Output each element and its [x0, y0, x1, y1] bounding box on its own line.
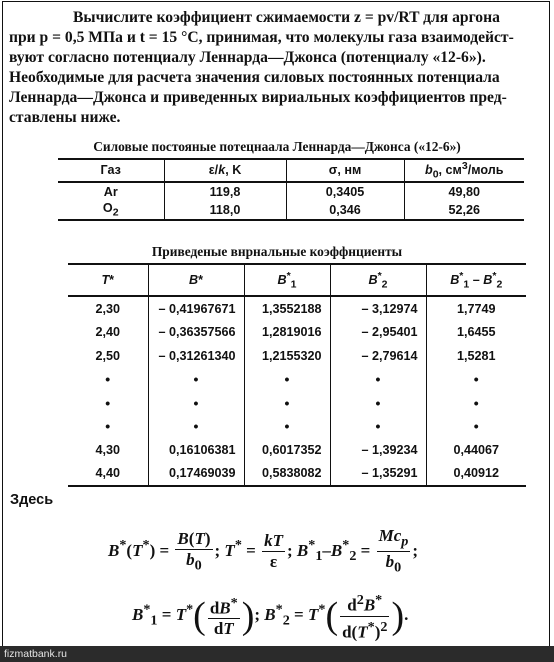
problem-line-6: ставлены ниже. — [9, 109, 121, 126]
t2-cell: • — [244, 391, 330, 415]
t2-cell: 1,2155320 — [244, 344, 330, 368]
t2-cell: – 1,39234 — [330, 438, 426, 462]
table-row — [68, 344, 526, 368]
table2-title: Приведеные внрнальные коэффнциенты — [151, 244, 403, 259]
t2-cell: 0,16106381 — [148, 438, 244, 462]
t1-cell: 118,0 — [164, 201, 286, 220]
table-row — [68, 415, 526, 439]
t2-cell: • — [105, 418, 111, 435]
zdes-label: Здесь — [10, 492, 54, 508]
t2-cell: • — [105, 371, 111, 388]
t1-cell: 52,26 — [404, 201, 524, 220]
t1-cell: 119,8 — [164, 182, 286, 201]
problem-line-4: Необходимые для расчета значения силовых постоянных потенциала — [9, 69, 500, 86]
lj-constants-table — [58, 158, 524, 221]
t2-cell: 2,40 — [95, 325, 120, 340]
t2-cell: 1,5281 — [426, 344, 526, 368]
t2-cell: – 0,36357566 — [148, 321, 244, 345]
problem-line-2: при p = 0,5 МПа и t = 15 °C, принимая, что молекулы газа взаимодейст- — [9, 29, 514, 46]
t2-header-tstar: T* — [68, 264, 148, 296]
t2-cell: 0,40912 — [426, 462, 526, 487]
problem-text — [9, 8, 539, 128]
watermark: fizmatbank.ru — [0, 646, 554, 662]
t2-cell: • — [244, 368, 330, 392]
formula-line-2: $B^*_1 = T^*$( $\frac{dB^*}{dT}$ ); $B^*_2 = T^*$( $\frac{d^2B^*}{d(T^*)^2}$ ). — [132, 592, 409, 642]
t2-cell: 0,44067 — [426, 438, 526, 462]
t2-cell: • — [426, 415, 526, 439]
t2-cell: 4,40 — [68, 462, 148, 487]
table-row — [68, 321, 526, 345]
table-row — [68, 391, 526, 415]
t2-cell: 0,6017352 — [244, 438, 330, 462]
t2-cell: • — [148, 391, 244, 415]
t2-cell: • — [148, 368, 244, 392]
t2-cell: • — [148, 415, 244, 439]
t2-header-b2star: $B^*_2$ — [330, 264, 426, 296]
table-row — [58, 201, 524, 220]
t2-cell: 4,30 — [95, 442, 120, 457]
t1-header-b0: $b_0$, $см^3$/моль — [404, 159, 524, 182]
t2-cell: – 2,95401 — [330, 321, 426, 345]
t2-cell: • — [426, 368, 526, 392]
t2-cell: – 0,31261340 — [148, 344, 244, 368]
table-row — [68, 462, 526, 487]
table1-title: Силовые постояные потецнаала Леннарда—Джонса («12-6») — [93, 139, 461, 154]
t2-cell: 2,50 — [95, 348, 120, 363]
t2-cell: 1,3552188 — [244, 296, 330, 321]
formula-line-1: B*(T*) = $\frac{B(T)}{b_0}$ ; T* = $\frac{kT}{\varepsilon}$ ; $B^*_1-B^*_2$ = $\frac{Mc_p}{b_0}$ ; — [108, 526, 418, 576]
table-row — [68, 438, 526, 462]
t1-cell: Ar — [103, 184, 118, 199]
t2-cell: – 2,79614 — [330, 344, 426, 368]
t1-header-gas: Газ — [58, 159, 164, 182]
t2-cell: – 3,12974 — [330, 296, 426, 321]
t2-cell: • — [426, 391, 526, 415]
t2-cell: • — [330, 391, 426, 415]
t2-cell: 2,30 — [95, 301, 120, 316]
t2-cell: 0,5838082 — [244, 462, 330, 487]
table-row — [68, 368, 526, 392]
t2-cell: • — [244, 415, 330, 439]
t2-header-b1star: $B^*_1$ — [244, 264, 330, 296]
t1-cell: 0,346 — [286, 201, 404, 220]
t1-header-sigma: σ, нм — [286, 159, 404, 182]
t2-cell: – 1,35291 — [330, 462, 426, 487]
table-row — [58, 182, 524, 201]
t2-cell: – 0,41967671 — [148, 296, 244, 321]
t2-cell: 1,7749 — [426, 296, 526, 321]
t2-cell: • — [330, 368, 426, 392]
problem-line-5: Леннарда—Джонса и приведенных вириальных коэффициентов пред- — [9, 89, 507, 106]
t2-cell: 0,17469039 — [148, 462, 244, 487]
problem-line-3: вуют согласно потенциалу Леннарда—Джонса (потенциалу «12-6»). — [9, 49, 486, 66]
t2-cell: 1,6455 — [426, 321, 526, 345]
virial-coefficients-table — [68, 263, 526, 487]
t2-header-diff: $B^*_1 - B^*_2$ — [426, 264, 526, 296]
t1-cell-o2: $O_2$ — [58, 201, 164, 220]
table-row — [68, 296, 526, 321]
t2-cell: • — [330, 415, 426, 439]
t1-header-eps: ε/k, K — [164, 159, 286, 182]
t2-cell: 1,2819016 — [244, 321, 330, 345]
t2-header-bstar: B* — [148, 264, 244, 296]
t1-cell: 0,3405 — [286, 182, 404, 201]
t1-cell: 49,80 — [404, 182, 524, 201]
t2-cell: • — [105, 394, 111, 411]
problem-line-1: Вычислите коэффициент сжимаемости z = pv/RT для аргона — [73, 9, 500, 26]
